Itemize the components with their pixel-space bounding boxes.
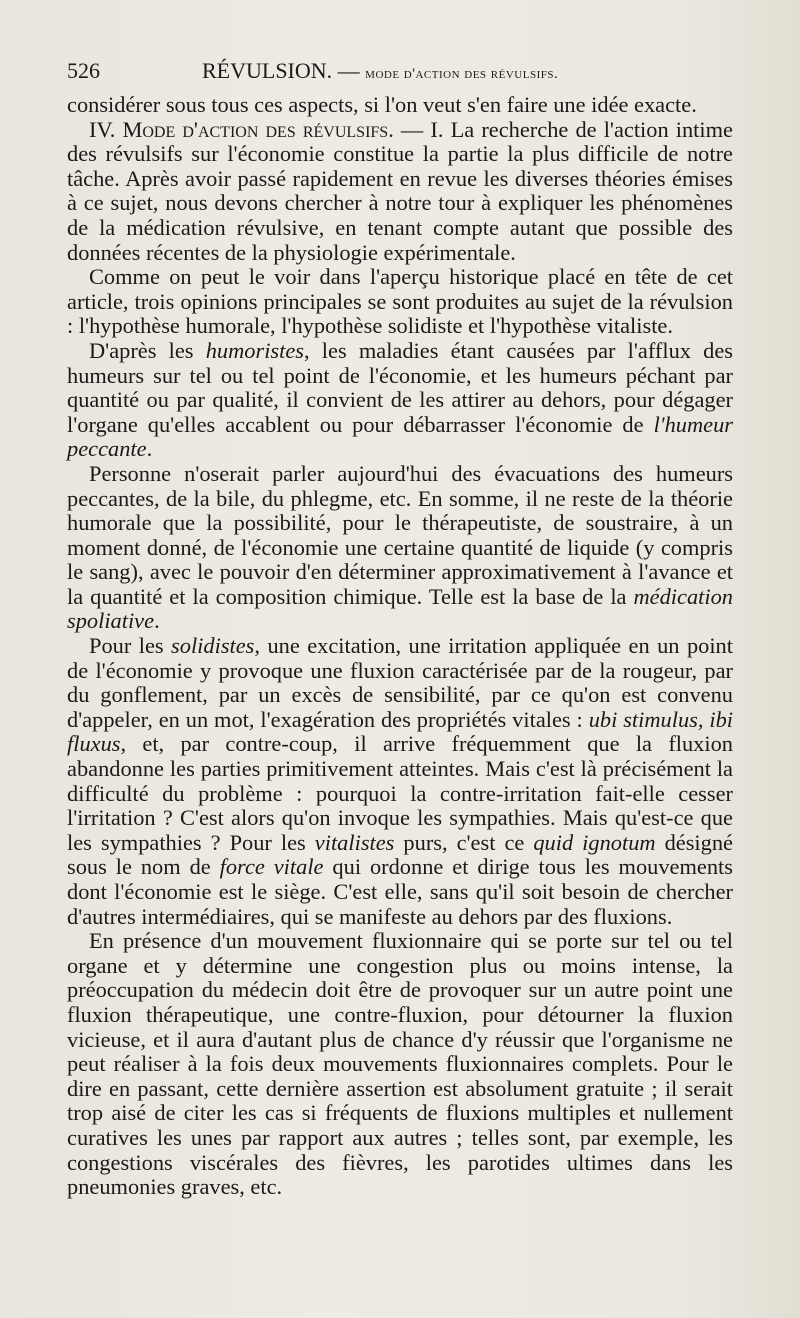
paragraph-text: considérer sous tous ces aspects, si l'on veut s'en faire une idée exacte. xyxy=(67,92,697,117)
italic-term: solidistes xyxy=(171,633,255,659)
italic-term: l'humeur peccante xyxy=(67,411,733,462)
paragraph-section-iv xyxy=(67,118,733,266)
paragraph-solidistes xyxy=(67,634,733,929)
page-header xyxy=(67,58,733,88)
running-head-dash: — xyxy=(337,58,360,83)
italic-term: quid ignotum xyxy=(533,829,656,855)
section-heading: IV. Mode d'action des révulsifs. xyxy=(89,116,394,142)
italic-term: médication spoliative xyxy=(67,583,733,634)
text-run: désigné sous le nom de xyxy=(67,829,733,880)
italic-term: humoristes xyxy=(205,337,304,363)
text-run: . xyxy=(154,608,160,634)
text-run: D'après les xyxy=(89,337,194,363)
italic-term: ubi stimulus, ibi fluxus xyxy=(67,706,733,757)
body-text xyxy=(67,93,733,1200)
text-run: . xyxy=(146,436,153,462)
paragraph-opinions xyxy=(67,265,733,339)
page-number: 526 xyxy=(67,58,100,83)
text-run: , une excitation, une irritation appliquée en un point de l'économie y provoque une fluxion caractérisée par de la rougeur, par du gonflement, par un excès de sensibilité, par ce qu'on est convenu d'appeler, en un mot, l'exagération des propriétés vitales : xyxy=(67,633,733,732)
paragraph-spoliative xyxy=(67,462,733,634)
italic-term: force vitale xyxy=(219,854,324,880)
paragraph-text: — I. La recherche de l'action intime des révulsifs sur l'économie constitue la partie la plus difficile de notre tâche. Après avoir passé rapidement en revue les diverses théories émises à ce sujet, nous devons chercher à notre tour à expliquer les phénomènes de la médication révulsive, en tenant compte autant que possible des données récentes de la physiologie expérimentale. xyxy=(67,116,733,265)
text-run: Pour les xyxy=(89,633,164,659)
text-run: Personne n'oserait parler aujourd'hui des évacuations des humeurs peccantes, de la bile, du phlegme, etc. En somme, il ne reste de la théorie humorale que la possibilité, pour le thérapeutiste, de soustraire, à un moment donné, de l'économie une certaine quantité de liquide (y compris le sang), avec le pouvoir d'en déterminer approximativement à l'avance et la quantité et la composition chimique. Telle est la base de la xyxy=(67,460,733,609)
text-run: qui ordonne et dirige tous les mouvements dont l'économie est le siège. C'est elle, sans qu'il soit besoin de chercher d'autres intermédiaires, qui se manifeste au dehors par des fluxions. xyxy=(67,854,733,929)
running-head xyxy=(202,58,558,84)
paragraph-humoristes xyxy=(67,339,733,462)
paragraph-text: Comme on peut le voir dans l'aperçu historique placé en tête de cet article, trois opinions principales se sont produites au sujet de la révulsion : l'hypothèse humorale, l'hypothèse solidiste et l'hypothèse vitaliste. xyxy=(67,264,733,339)
paragraph-text: En présence d'un mouvement fluxionnaire qui se porte sur tel ou tel organe et y détermine une congestion plus ou moins intense, la préoccupation du médecin doit être de provoquer sur un autre point une fluxion thérapeutique, une contre-fluxion, pour détourner la fluxion vicieuse, et il aura d'autant plus de chance d'y réussir que l'organisme ne peut réaliser à la fois deux mouvements fluxionnaires complets. Pour le dire en passant, cette dernière assertion est absolument gratuite ; il serait trop aisé de citer les cas si fréquents de fluxions multiples et nullement curatives les unes par rapport aux autres ; telles sont, par exemple, les congestions viscérales des fièvres, les parotides ultimes dans les pneumonies graves, etc. xyxy=(67,928,733,1200)
text-run: purs, c'est ce xyxy=(403,829,525,855)
text-run: , et, par contre-coup, il arrive fréquemment que la fluxion abandonne les parties primitivement atteintes. Mais c'est là précisément la difficulté du problème : pourquoi la contre-irritation fait-elle cesser l'irritation ? C'est alors qu'on invoque les sympathies. Mais qu'est-ce que les sympathies ? Pour les xyxy=(67,731,733,855)
italic-term: vitalistes xyxy=(314,829,395,855)
paragraph-fluxion xyxy=(67,929,733,1200)
running-head-subtitle: mode d'action des révulsifs. xyxy=(365,66,559,82)
paragraph-continuation xyxy=(67,93,733,118)
running-head-title: RÉVULSION. xyxy=(202,58,333,83)
text-run: , les maladies étant causées par l'afflux des humeurs sur tel ou tel point de l'économie, et les humeurs péchant par quantité ou par qualité, il convient de les attirer au dehors, pour dégager l'organe qu'elles accablent ou pour débarrasser l'économie de xyxy=(67,337,734,437)
